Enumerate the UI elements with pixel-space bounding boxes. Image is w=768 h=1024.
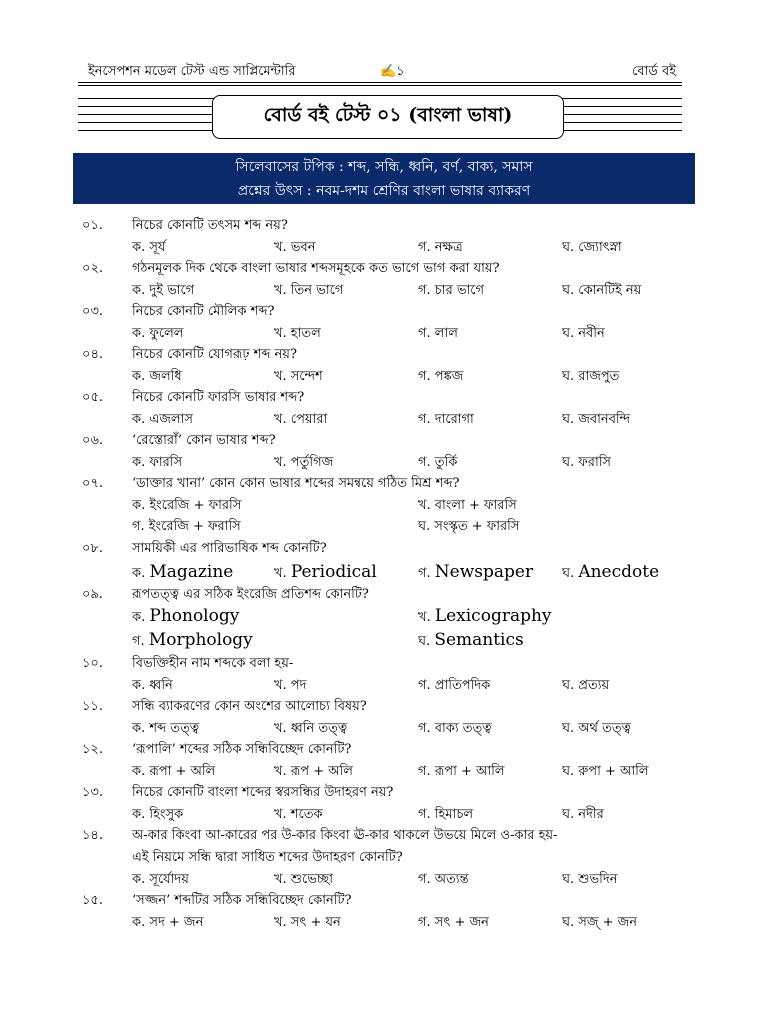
option-marker: গ. (418, 566, 431, 581)
option-ga (132, 630, 253, 653)
question-text: নিচের কোনটি তৎসম শব্দ নয়? (132, 218, 288, 233)
question-number: ১০. (82, 656, 104, 671)
option-english-term: Anecdote (578, 562, 660, 582)
option-gha: ঘ. কোনটিই নয় (562, 283, 642, 298)
option-kha: খ. ধ্বনি তত্ত্ব (274, 721, 348, 736)
option-ka (132, 562, 233, 585)
option-marker: ঘ. (562, 566, 575, 581)
question-text: ‘সজ্জন’ শব্দটির সঠিক সন্ধিবিচ্ছেদ কোনটি? (132, 893, 352, 908)
option-kha: খ. পেয়ারা (274, 412, 328, 427)
option-ka: ক. এজলাস (132, 412, 193, 427)
option-ka: ক. ফারসি (132, 455, 183, 470)
test-title: বোর্ড বই টেস্ট ০১ (বাংলা ভাষা) (212, 95, 564, 139)
syllabus-banner (73, 153, 695, 204)
header-rule (78, 82, 682, 83)
question-number: ১১. (82, 699, 104, 714)
option-ka: ক. সদ + জন (132, 915, 204, 930)
option-gha: ঘ. সংস্কৃত + ফারসি (418, 519, 520, 534)
option-gha: ঘ. প্রত্যয় (562, 678, 610, 693)
question-number: ১৪. (82, 828, 104, 843)
option-gha (418, 630, 524, 653)
option-marker: গ. (132, 634, 145, 649)
option-english-term: Morphology (148, 630, 253, 650)
option-kha (274, 562, 377, 585)
option-english-term: Newspaper (434, 562, 534, 582)
question-text: গঠনমূলক দিক থেকে বাংলা ভাষার শব্দসমূহকে কত ভাগে ভাগ করা যায়? (132, 261, 500, 276)
option-ga: গ. নক্ষত্র (418, 240, 463, 255)
option-marker: ক. (132, 610, 146, 625)
option-ga: গ. দারোগা (418, 412, 474, 427)
option-kha: খ. পর্তুগিজ (274, 455, 334, 470)
option-ka: ক. সূর্যোদয় (132, 872, 189, 887)
option-ga (418, 562, 533, 585)
option-marker: খ. (274, 566, 287, 581)
option-ga: গ. রূপা + আলি (418, 764, 505, 779)
option-ga: গ. পঙ্কজ (418, 369, 464, 384)
option-gha: ঘ. নবীন (562, 326, 605, 341)
option-ka: ক. শব্দ তত্ত্ব (132, 721, 200, 736)
option-ka (132, 606, 239, 629)
option-ga: গ. বাক্য তত্ত্ব (418, 721, 492, 736)
question-number: ০২. (82, 261, 104, 276)
option-kha: খ. তিন ভাগে (274, 283, 344, 298)
question-number: ১৫. (82, 893, 104, 908)
question-text: রূপতত্ত্ব এর সঠিক ইংরেজি প্রতিশব্দ কোনটি? (132, 587, 369, 602)
question-number: ০৪. (82, 347, 104, 362)
question-number: ০৯. (82, 587, 104, 602)
option-kha (418, 606, 552, 629)
question-text: অ-কার কিংবা আ-কারের পর উ-কার কিংবা ঊ-কার থাকলে উভয়ে মিলে ও-কার হয়- (132, 828, 558, 843)
option-english-term: Periodical (290, 562, 377, 582)
option-ka: ক. জলধি (132, 369, 182, 384)
option-kha: খ. বাংলা + ফারসি (418, 498, 517, 513)
option-kha: খ. শতেক (274, 807, 323, 822)
option-kha: খ. রূপ + অলি (274, 764, 353, 779)
header-rule (78, 85, 682, 86)
header-page-mark: ✍১ (380, 64, 405, 79)
question-number: ০৩. (82, 304, 104, 319)
option-marker: ঘ. (418, 634, 431, 649)
option-ga: গ. সৎ + জন (418, 915, 489, 930)
syllabus-topics: সিলেবাসের টপিক : শব্দ, সন্ধি, ধ্বনি, বর্ণ, বাক্য, সমাস (235, 159, 533, 175)
option-kha: খ. হাতল (274, 326, 321, 341)
question-source: প্রশ্নের উৎস : নবম-দশম শ্রেণির বাংলা ভাষার ব্যাকরণ (237, 183, 531, 199)
question-number: ১৩. (82, 785, 104, 800)
question-number: ০৫. (82, 390, 104, 405)
option-english-term: Semantics (434, 630, 524, 650)
option-english-term: Phonology (149, 606, 240, 626)
option-gha: ঘ. রুপা + আলি (562, 764, 649, 779)
option-ga: গ. অত্যন্ত (418, 872, 469, 887)
option-gha: ঘ. ফরাসি (562, 455, 612, 470)
question-number: ০৬. (82, 433, 104, 448)
page-header (78, 62, 684, 84)
option-ga: গ. ইংরেজি + ফরাসি (132, 519, 241, 534)
question-text: নিচের কোনটি যোগরূঢ় শব্দ নয়? (132, 347, 297, 362)
option-kha: খ. সন্দেশ (274, 369, 323, 384)
option-marker: ক. (132, 566, 146, 581)
header-series-title: ইনসেপশন মডেল টেস্ট এন্ড সাপ্লিমেন্টারি (88, 64, 296, 79)
option-ka: ক. সূর্য (132, 240, 166, 255)
question-number: ০১. (82, 218, 104, 233)
option-english-term: Magazine (149, 562, 234, 582)
option-gha: ঘ. জ্যোৎস্না (562, 240, 622, 255)
header-book-label: বোর্ড বই (632, 64, 676, 79)
option-gha (562, 562, 659, 585)
option-gha: ঘ. শুভদিন (562, 872, 618, 887)
question-number: ১২. (82, 742, 104, 757)
question-text: বিভক্তিহীন নাম শব্দকে বলা হয়- (132, 656, 294, 671)
question-text: সন্ধি ব্যাকরণের কোন অংশের আলোচ্য বিষয়? (132, 699, 367, 714)
option-gha: ঘ. রাজপুত (562, 369, 620, 384)
question-text: ‘রূপালি’ শব্দের সঠিক সন্ধিবিচ্ছেদ কোনটি? (132, 742, 352, 757)
option-ka: ক. রূপা + অলি (132, 764, 216, 779)
option-kha: খ. শুভেচ্ছা (274, 872, 333, 887)
option-kha: খ. পদ (274, 678, 307, 693)
option-ga: গ. প্রাতিপদিক (418, 678, 491, 693)
option-ga: গ. লাল (418, 326, 458, 341)
question-text: ‘ডাক্তার খানা’ কোন কোন ভাষার শব্দের সমন্বয়ে গঠিত মিশ্র শব্দ? (132, 476, 460, 491)
option-ka: ক. ফুলেল (132, 326, 184, 341)
question-text: এই নিয়মে সন্ধি দ্বারা সাধিত শব্দের উদাহরণ কোনটি? (132, 850, 403, 865)
question-number: ০৭. (82, 476, 104, 491)
option-ga: গ. তুর্কি (418, 455, 458, 470)
option-ka: ক. ধ্বনি (132, 678, 173, 693)
option-ga: গ. চার ভাগে (418, 283, 485, 298)
question-text: নিচের কোনটি মৌলিক শব্দ? (132, 304, 275, 319)
question-text: নিচের কোনটি বাংলা শব্দের স্বরসন্ধির উদাহরণ নয়? (132, 785, 394, 800)
option-ga: গ. হিমাচল (418, 807, 474, 822)
option-ka: ক. হিংসুক (132, 807, 184, 822)
option-kha: খ. ভবন (274, 240, 316, 255)
question-number: ০৮. (82, 541, 104, 556)
option-ka: ক. ইংরেজি + ফারসি (132, 498, 242, 513)
option-kha: খ. সৎ + যন (274, 915, 341, 930)
option-gha: ঘ. জবানবন্দি (562, 412, 631, 427)
question-text: সাময়িকী এর পারিভাষিক শব্দ কোনটি? (132, 541, 327, 556)
option-marker: খ. (418, 610, 431, 625)
question-text: নিচের কোনটি ফারসি ভাষার শব্দ? (132, 390, 305, 405)
option-gha: ঘ. সজ্ + জন (562, 915, 638, 930)
option-gha: ঘ. অর্থ তত্ত্ব (562, 721, 631, 736)
question-text: ‘রেস্তোরাঁ’ কোন ভাষার শব্দ? (132, 433, 276, 448)
option-gha: ঘ. নদীর (562, 807, 604, 822)
option-ka: ক. দুই ভাগে (132, 283, 195, 298)
option-english-term: Lexicography (434, 606, 552, 626)
